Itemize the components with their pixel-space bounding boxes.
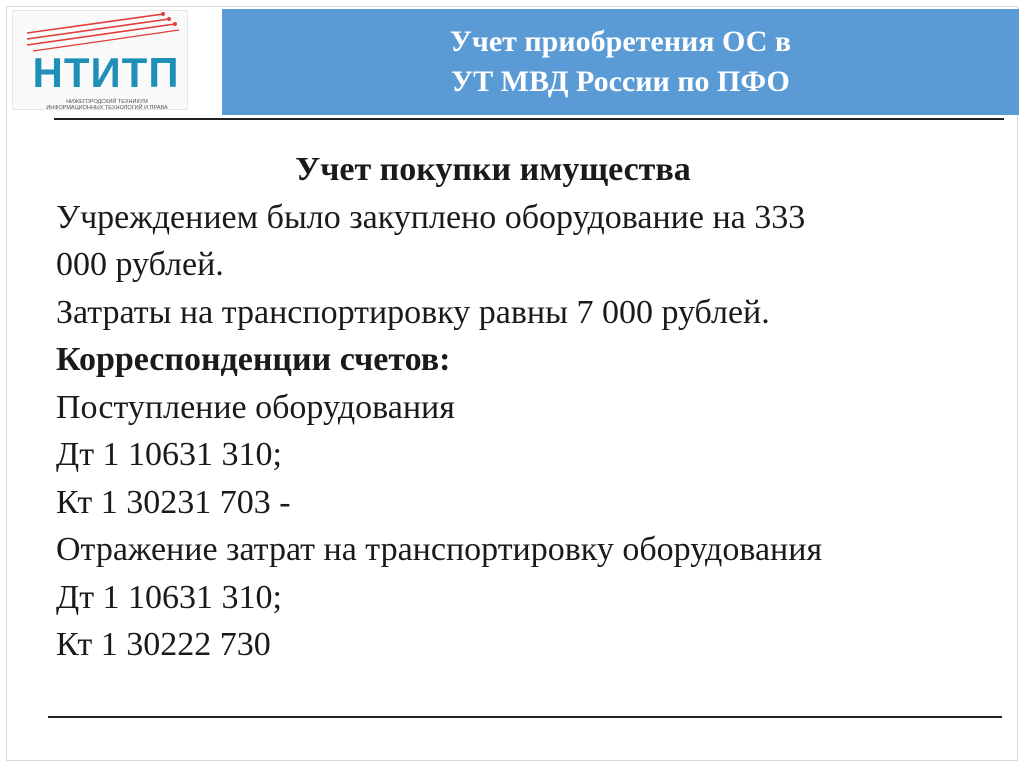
logo-caption [37,99,177,111]
slide-title-bar [222,9,1019,115]
logo-caption-line2: ИНФОРМАЦИОННЫХ ТЕХНОЛОГИЙ И ПРАВА [46,105,168,111]
bottom-divider [48,716,1002,718]
body-heading: Учет покупки имущества [295,151,691,188]
body-line: Отражение затрат на транспортировку оборудования [56,531,823,568]
slide-title-line2: УТ МВД России по ПФО [451,65,790,98]
body-subheading: Корреспонденции счетов: [56,341,451,378]
slide-title-line1: Учет приобретения ОС в [449,25,792,58]
body-line: Дт 1 10631 310; [56,436,282,473]
logo [12,10,188,110]
body-line: Дт 1 10631 310; [56,578,282,616]
logo-wordmark: НТИТП [32,49,180,96]
logo-caption-line1: НИЖЕГОРОДСКИЙ ТЕХНИКУМ [66,99,148,105]
body-line: Кт 1 30231 703 - [56,483,291,521]
top-divider [54,118,1004,120]
body-line: Поступление оборудования [56,388,455,426]
body-line: Кт 1 30222 730 [56,626,271,663]
body-line: Учреждением было закуплено оборудование на 333 [56,198,806,236]
body-line: Затраты на транспортировку равны 7 000 рублей. [56,293,770,331]
body-line: 000 рублей. [56,246,224,283]
slide-body [56,146,976,669]
